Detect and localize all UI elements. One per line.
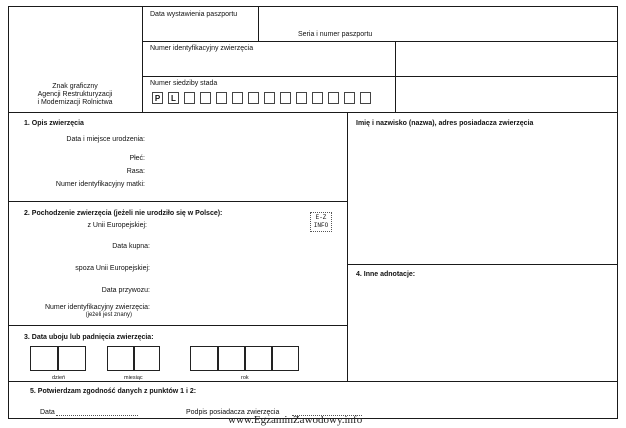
herd-box-empty[interactable] (312, 92, 323, 104)
header-vline-right (395, 41, 396, 112)
month-label: miesiąc (124, 375, 143, 381)
date-signature-line[interactable] (56, 415, 138, 416)
sex-label: Płeć: (129, 155, 145, 162)
section1-title: 1. Opis zwierzęcia (24, 120, 84, 127)
header-hline-2 (142, 76, 618, 77)
mother-id-label: Numer identyfikacyjny matki: (55, 181, 145, 188)
section5-title: 5. Potwierdzam zgodność danych z punktów 1 i 2: (30, 388, 197, 395)
logo-line-3: i Modernizacji Rolnictwa (37, 99, 113, 106)
line-under-section2 (8, 325, 348, 326)
herd-label: Numer siedziby stada (150, 80, 218, 87)
herd-box-empty[interactable] (328, 92, 339, 104)
herd-box-l[interactable]: L (168, 92, 179, 104)
section2-title: 2. Pochodzenie zwierzęcia (jeżeli nie urodziło się w Polsce): (24, 210, 223, 217)
issue-date-label: Data wystawienia paszportu (150, 11, 238, 18)
watermark-text: www.EgzaminZawodowy.info (228, 414, 363, 426)
birth-date-label: Data i miejsce urodzenia: (66, 136, 145, 143)
frame-left (8, 6, 9, 418)
year-box-2[interactable] (218, 346, 245, 371)
month-box-1[interactable] (107, 346, 134, 371)
purchase-date-label: Data kupna: (112, 243, 150, 250)
breed-label: Rasa: (126, 168, 145, 175)
frame-top (142, 6, 617, 7)
section2-id-label: Numer identyfikacyjny zwierzęcia: (44, 304, 150, 311)
line-above-section5 (8, 381, 618, 382)
herd-box-empty[interactable] (216, 92, 227, 104)
line-under-owner (347, 264, 618, 265)
line-under-section1 (8, 201, 348, 202)
year-label: rok (241, 375, 249, 381)
herd-box-p[interactable]: P (152, 92, 163, 104)
non-eu-label: spoza Unii Europejskiej: (75, 265, 150, 272)
herd-box-empty[interactable] (360, 92, 371, 104)
herd-box-empty[interactable] (280, 92, 291, 104)
main-vertical-divider (347, 112, 348, 381)
header-bottom-line (8, 112, 618, 113)
month-box-2[interactable] (134, 346, 160, 371)
signature-label: Podpis posiadacza zwierzęcia (186, 409, 280, 416)
herd-box-empty[interactable] (264, 92, 275, 104)
herd-box-empty[interactable] (296, 92, 307, 104)
section4-title: 4. Inne adnotacje: (356, 271, 416, 278)
herd-box-empty[interactable] (232, 92, 243, 104)
day-box-2[interactable] (58, 346, 86, 371)
import-date-label: Data przywozu: (101, 287, 150, 294)
animal-id-label: Numer identyfikacyjny zwierzęcia (150, 45, 254, 52)
day-box-1[interactable] (30, 346, 58, 371)
herd-box-empty[interactable] (248, 92, 259, 104)
herd-box-empty[interactable] (200, 92, 211, 104)
frame-top-left (8, 6, 142, 7)
logo-line-1: Znak graficzny (52, 83, 98, 90)
frame-right (617, 6, 618, 418)
section3-title: 3. Data uboju lub padnięcia zwierzęcia: (24, 334, 154, 341)
day-label: dzień (52, 375, 66, 381)
owner-title: Imię i nazwisko (nazwa), adres posiadacza zwierzęcia (356, 120, 534, 127)
section2-id-note: (jeżeli jest znany) (85, 312, 132, 318)
series-label: Seria i numer paszportu (298, 31, 373, 38)
info-stamp: E-Z INFO (310, 212, 332, 232)
header-vline-series (258, 6, 259, 41)
date-label: Data (40, 409, 55, 416)
from-eu-label: z Unii Europejskiej: (87, 222, 147, 229)
year-box-3[interactable] (245, 346, 272, 371)
year-box-4[interactable] (272, 346, 299, 371)
logo-line-2: Agencji Restrukturyzacji (37, 91, 113, 98)
header-vertical-divider (142, 6, 143, 112)
year-box-1[interactable] (190, 346, 218, 371)
herd-box-empty[interactable] (184, 92, 195, 104)
herd-box-empty[interactable] (344, 92, 355, 104)
header-hline-1 (142, 41, 618, 42)
